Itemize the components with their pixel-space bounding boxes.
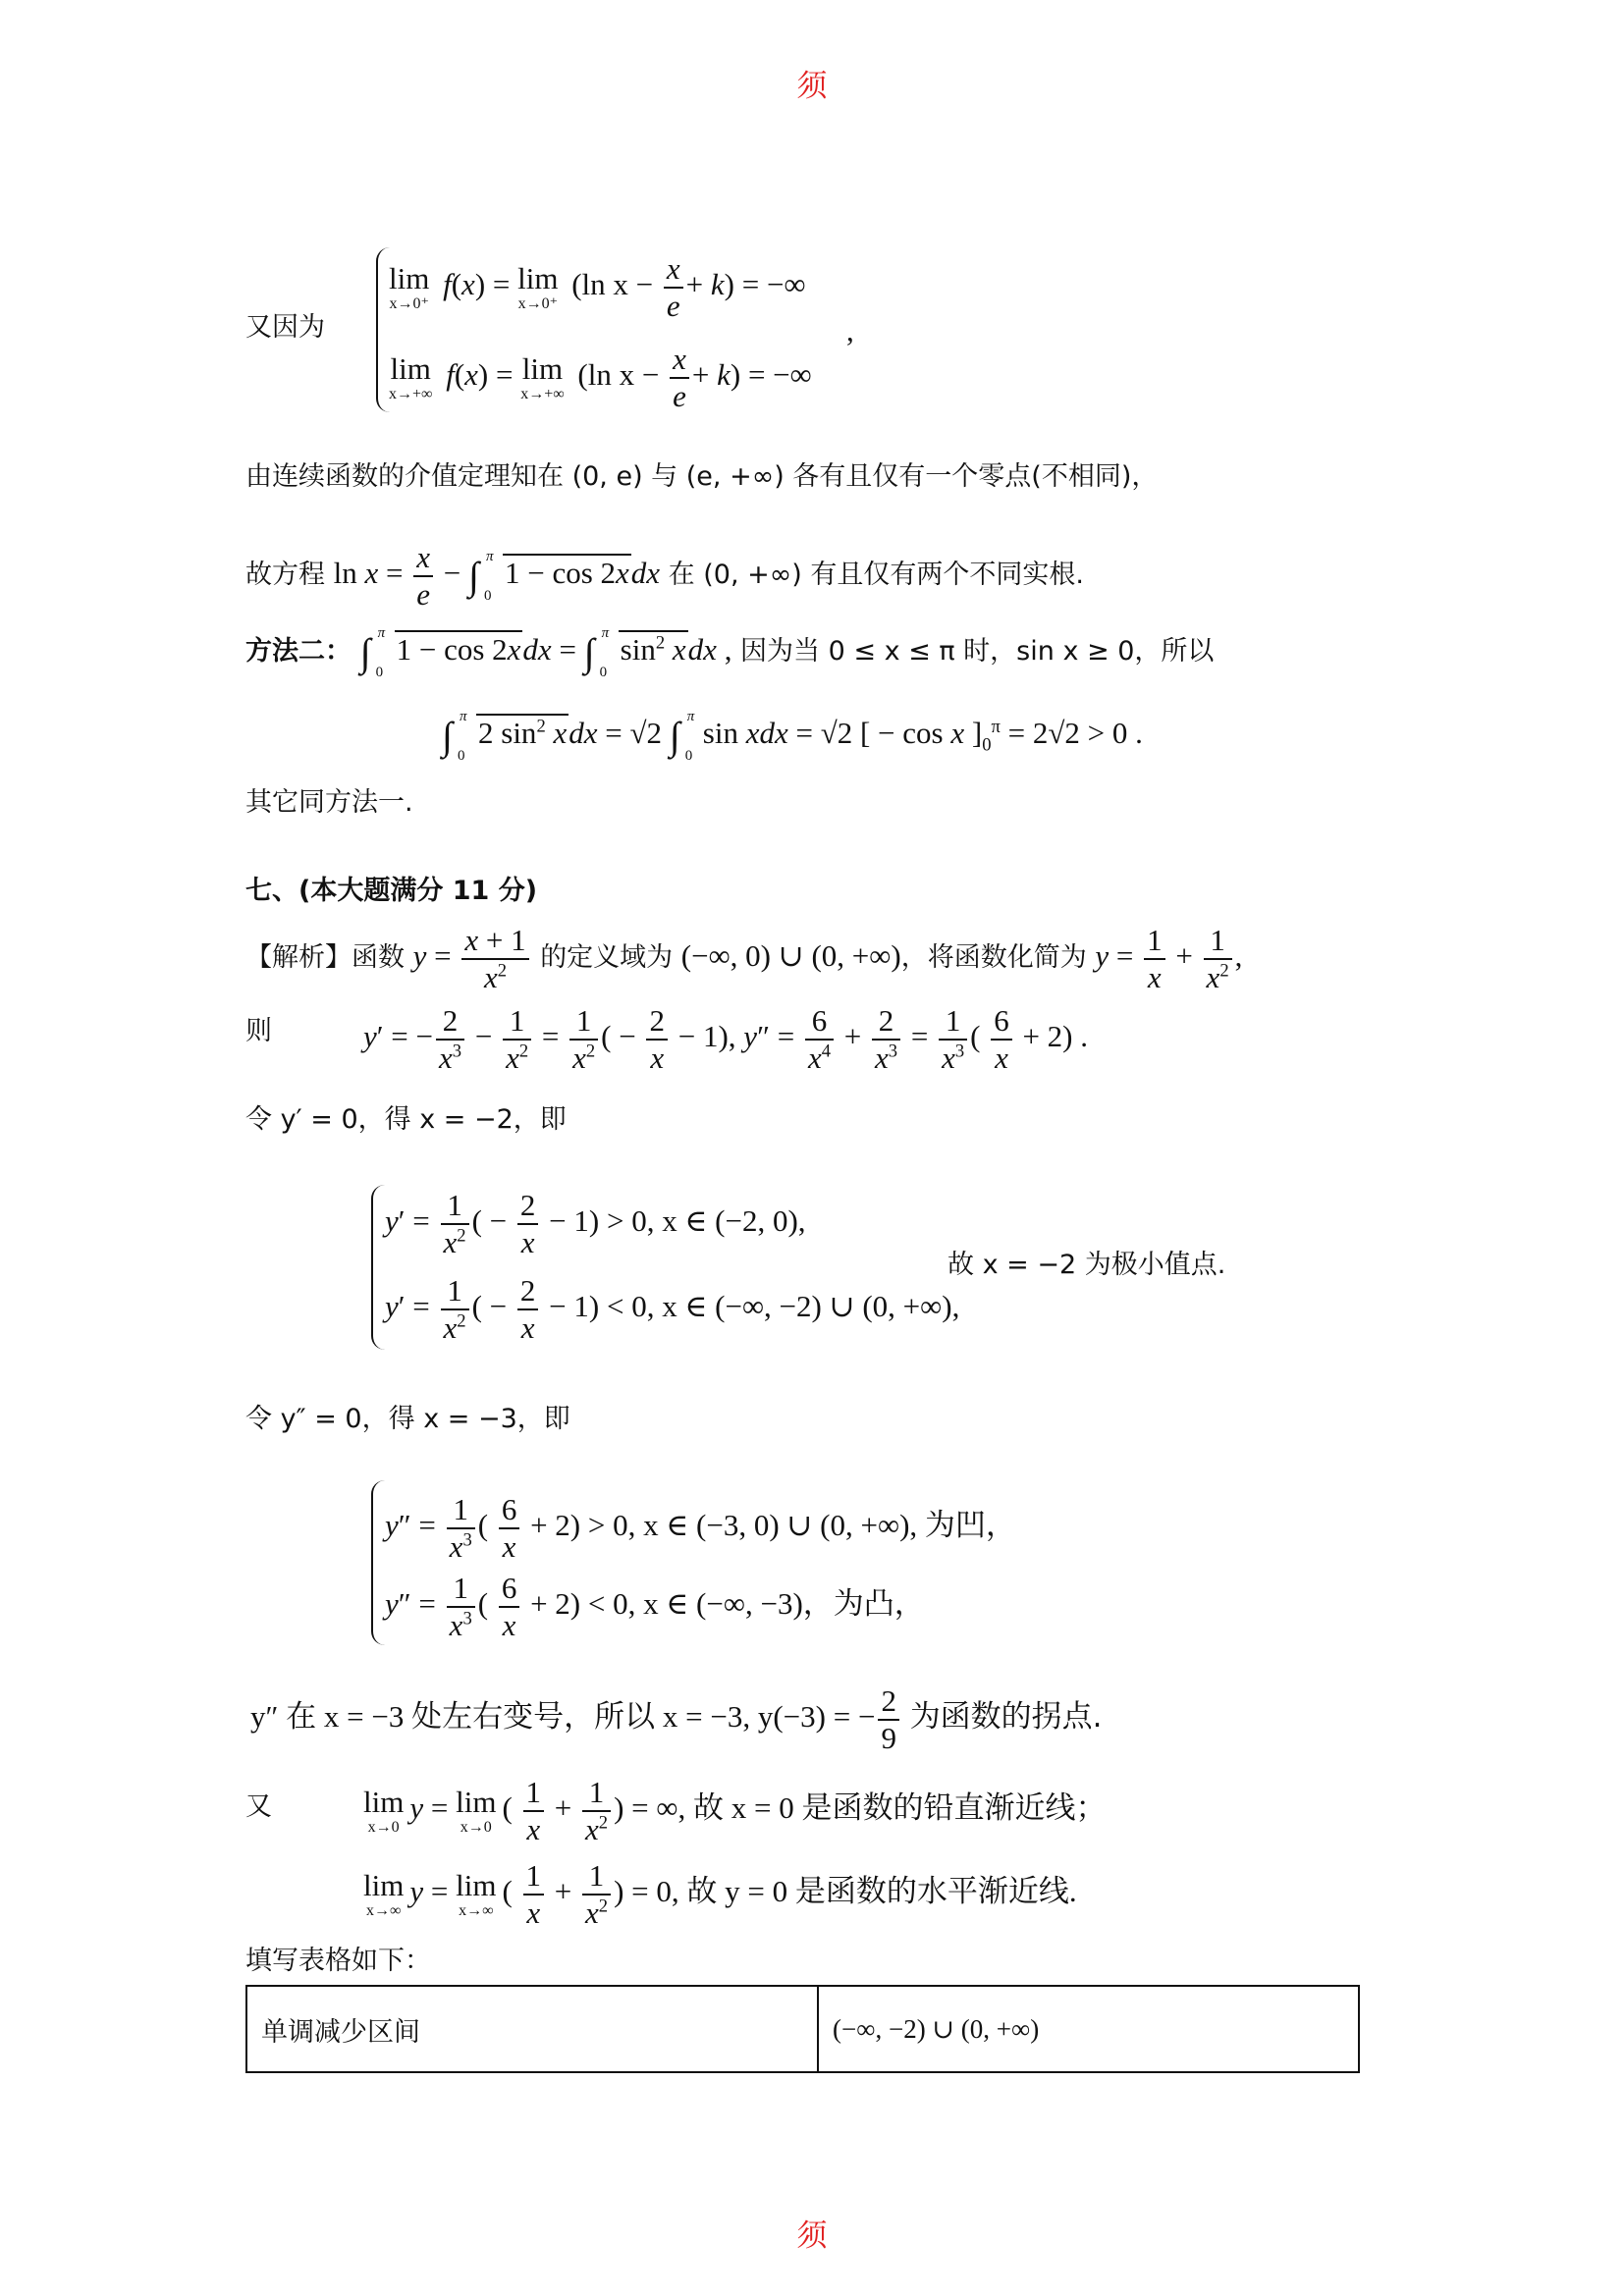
fill-table-label: 填写表格如下： — [245, 1946, 431, 1976]
limit-equation-2: lim x→+∞ f(x) = lim x→+∞ (ln x − $\frac{x}{e}$ + k) = −∞ — [389, 342, 812, 413]
same-as-method-one: 其它同方法一. — [245, 787, 413, 818]
table-row — [246, 1986, 1359, 2072]
integral-evaluation: ∫ π 0 2 $\sin^2$ xdx = √2 ∫ π 0 sin xdx = √2 [ − cos x ]$_0^\pi = 2√2 > 0$ . — [442, 709, 1143, 764]
derivatives-line: y′ = − $\frac{2}{x^3}$ − $\frac{1}{x^2}$ = $\frac{1}{x^2}$ ( − $\frac{2}{x}$ − 1), y″ = $\frac{6}{x^4}$ + $\frac{2}{x^3}$ = $\frac{1}{x^3}$ ( $\frac{6}{x}$ + 2) . — [363, 1003, 1089, 1075]
limit-equation-1: lim x→0⁺ f(x) = lim x→0⁺ (ln x − $\frac{x}{e}$ + k) = −∞ — [389, 251, 806, 323]
second-derivative-row-1: y″ = $\frac{1}{x^3}$ ( $\frac{6}{x}$ + 2) > 0, x ∈ (−3, 0) ∪ (0, +∞), 为凹， — [385, 1492, 1016, 1564]
table-cell-label: 单调减少区间 — [246, 1986, 818, 2072]
table-cell-value: (−∞, −2) ∪ (0, +∞) — [818, 1986, 1359, 2072]
intermediate-value-text: 由连续函数的介值定理知在 (0, e) 与 (e, +∞) 各有且仅有一个零点(不相同)， — [245, 461, 1159, 492]
inflection-point-line: y″ 在 x = −3 处左右变号，所以 x = −3, y(−3) = − $\frac{2}{9}$ 为函数的拐点. — [250, 1683, 1103, 1755]
section-seven-title: 七、(本大题满分 11 分) — [245, 876, 538, 906]
analysis-line: 【解析】函数 y = $\frac{x + 1}{x^2}$ 的定义域为 (−∞, 0) ∪ (0, +∞)，将函数化简为 y = $\frac{1}{x}$ + $\frac{1}{x^2}$ , — [245, 923, 1243, 994]
vertical-asymptote-line: lim x→0 y = lim x→0 ( $\frac{1}{x}$ + $\frac{1}{x^2}$ ) = ∞, 故 x = 0 是函数的铅直渐近线； — [363, 1775, 1107, 1846]
because-label: 又因为 — [245, 312, 325, 343]
then-label: 则 — [245, 1016, 272, 1046]
monotonic-table — [245, 1985, 1360, 2073]
first-derivative-row-2: y′ = $\frac{1}{x^2}$ ( − $\frac{2}{x}$ − 1) < 0, x ∈ (−∞, −2) ∪ (0, +∞), — [385, 1273, 960, 1345]
second-derivative-row-2: y″ = $\frac{1}{x^3}$ ( $\frac{6}{x}$ + 2) < 0, x ∈ (−∞, −3)，为凸， — [385, 1571, 925, 1642]
minimum-point-note: 故 x = −2 为极小值点. — [947, 1250, 1226, 1280]
header-mark: 须 — [796, 69, 828, 104]
method-two-line: 方法二： ∫ π 0 1 − cos 2xdx = ∫ π 0 $\sin^2$ xdx , 因为当 0 ≤ x ≤ π 时，sin x ≥ 0，所以 — [245, 625, 1215, 680]
horizontal-asymptote-line: lim x→∞ y = lim x→∞ ( $\frac{1}{x}$ + $\frac{1}{x^2}$ ) = 0, 故 y = 0 是函数的水平渐近线. — [363, 1858, 1077, 1930]
let-second-derivative-zero: 令 y″ = 0，得 x = −3，即 — [245, 1404, 570, 1434]
let-first-derivative-zero: 令 y′ = 0，得 x = −2，即 — [245, 1104, 567, 1135]
equation-roots-line: 故方程 ln x = $\frac{x}{e}$ − ∫ π 0 1 − cos 2xdx 在 (0, +∞) 有且仅有两个不同实根. — [245, 540, 1084, 612]
trailing-comma: , — [846, 313, 854, 347]
footer-mark: 须 — [796, 2218, 828, 2254]
again-label: 又 — [245, 1791, 272, 1822]
first-derivative-row-1: y′ = $\frac{1}{x^2}$ ( − $\frac{2}{x}$ − 1) > 0, x ∈ (−2, 0), — [385, 1188, 806, 1259]
